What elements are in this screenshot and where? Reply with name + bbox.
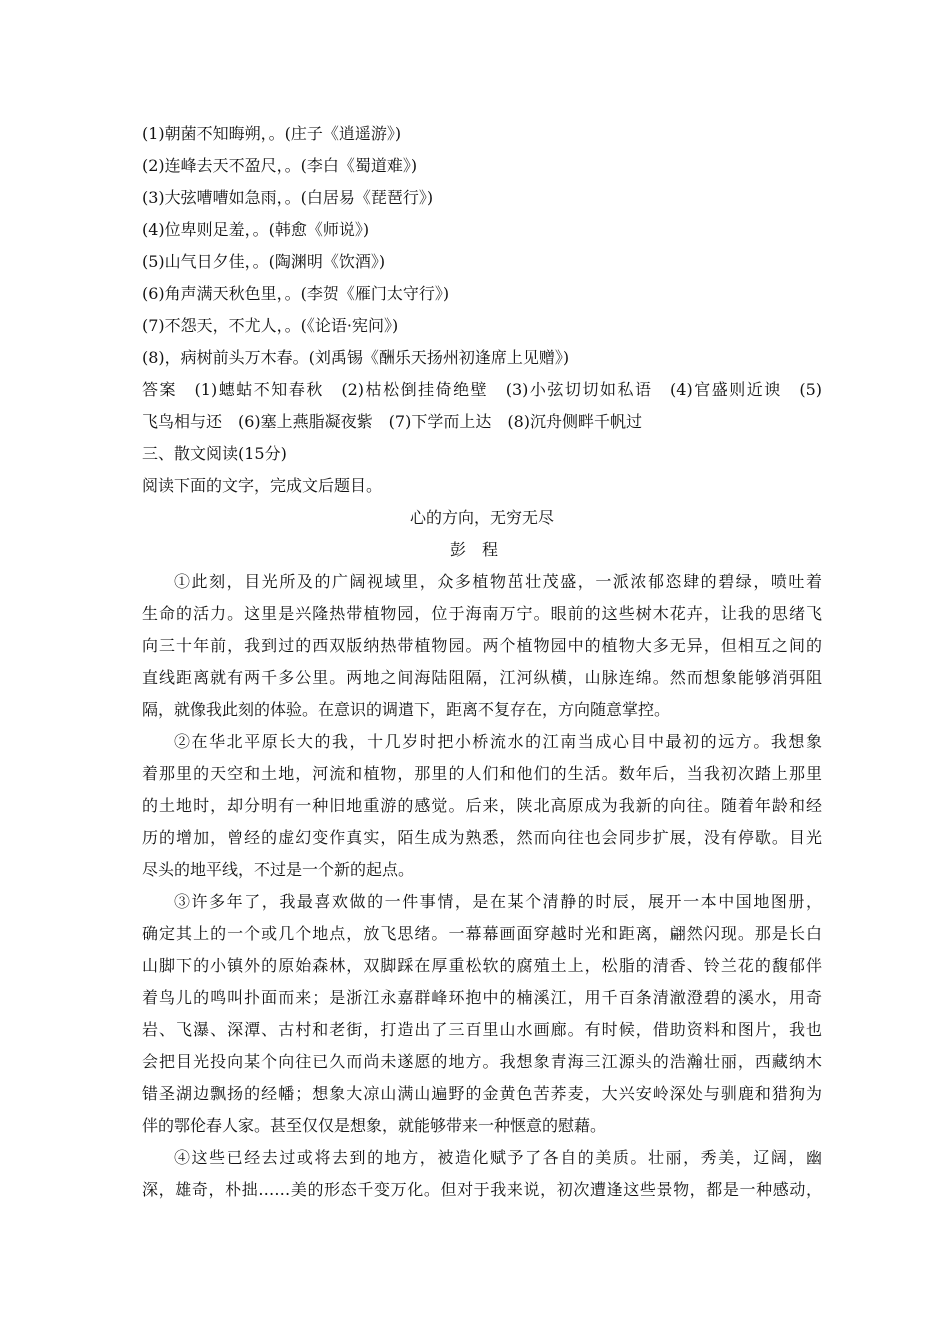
fill-blank-item: (3)大弦嘈嘈如急雨，。(白居易《琵琶行》) — [142, 188, 434, 207]
paragraph-line: ③许多年了，我最喜欢做的一件事情，是在某个清静的时辰，展开一本中国地图册， — [174, 892, 822, 911]
fill-blank-item: (1)朝菌不知晦朔，。(庄子《逍遥游》) — [142, 124, 402, 143]
answer-line: 答案 (1)蟪蛄不知春秋 (2)枯松倒挂倚绝壁 (3)小弦切切如私语 (4)官盛则近谀 (5) — [142, 380, 822, 399]
fill-blank-item: (5)山气日夕佳，。(陶渊明《饮酒》) — [142, 252, 386, 271]
article-author — [142, 534, 822, 566]
paragraph-line: 深，雄奇，朴拙……美的形态千变万化。但对于我来说，初次遭逢这些景物，都是一种感动， — [142, 1180, 822, 1199]
fill-blank-item: (4)位卑则足羞，。(韩愈《师说》) — [142, 220, 370, 239]
section-instruction: 阅读下面的文字，完成文后题目。 — [142, 476, 383, 495]
paragraph-line: 着鸟儿的鸣叫扑面而来；是浙江永嘉群峰环抱中的楠溪江，用千百条清澈澄碧的溪水，用奇 — [142, 988, 822, 1007]
paragraph-line: 伴的鄂伦春人家。甚至仅仅是想象，就能够带来一种惬意的慰藉。 — [142, 1116, 607, 1135]
document-content — [142, 118, 822, 1206]
paragraph-line: 着那里的天空和土地，河流和植物，那里的人们和他们的生活。数年后，当我初次踏上那里 — [142, 764, 822, 783]
paragraph-line: 历的增加，曾经的虚幻变作真实，陌生成为熟悉，然而向往也会同步扩展，没有停歇。目光 — [142, 828, 822, 847]
paragraph-line: ④这些已经去过或将去到的地方，被造化赋予了各自的美质。壮丽，秀美，辽阔，幽 — [174, 1148, 822, 1167]
article-paragraph-4 — [142, 1142, 822, 1206]
paragraph-line: 生命的活力。这里是兴隆热带植物园，位于海南万宁。眼前的这些树木花卉，让我的思绪飞 — [142, 604, 822, 623]
paragraph-line: 错圣湖边飘扬的经幡；想象大凉山满山遍野的金黄色苦荞麦，大兴安岭深处与驯鹿和猎狗为 — [142, 1084, 822, 1103]
paragraph-line: 向三十年前，我到过的西双版纳热带植物园。两个植物园中的植物大多无异，但相互之间的 — [142, 636, 822, 655]
author-name: 彭程 — [449, 540, 514, 559]
paragraph-line: 的土地时，却分明有一种旧地重游的感觉。后来，陕北高原成为我新的向往。随着年龄和经 — [142, 796, 822, 815]
paragraph-line: 尽头的地平线，不过是一个新的起点。 — [142, 860, 415, 879]
fill-blank-item: (2)连峰去天不盈尺，。(李白《蜀道难》) — [142, 156, 418, 175]
answer-line: 飞鸟相与还 (6)塞上燕脂凝夜紫 (7)下学而上达 (8)沉舟侧畔千帆过 — [142, 412, 642, 431]
paragraph-line: ②在华北平原长大的我，十几岁时把小桥流水的江南当成心目中最初的远方。我想象 — [174, 732, 822, 751]
answer-block — [142, 374, 822, 438]
article-title: 心的方向，无穷无尽 — [409, 508, 554, 527]
paragraph-line: 山脚下的小镇外的原始森林，双脚踩在厚重松软的腐殖土上，松脂的清香、铃兰花的馥郁伴 — [142, 956, 822, 975]
fill-blank-list — [142, 118, 822, 374]
paragraph-line: 会把目光投向某个向往已久而尚未遂愿的地方。我想象青海三江源头的浩瀚壮丽，西藏纳木 — [142, 1052, 822, 1071]
fill-blank-item: (6)角声满天秋色里，。(李贺《雁门太守行》) — [142, 284, 450, 303]
paragraph-line: 隔，就像我此刻的体验。在意识的调遣下，距离不复存在，方向随意掌控。 — [142, 700, 671, 719]
fill-blank-item: (7)不怨天，不尤人，。(《论语·宪问》) — [142, 316, 399, 335]
section-heading: 三、散文阅读(15分) — [142, 444, 287, 463]
article-paragraph-2 — [142, 726, 822, 886]
article-paragraph-3 — [142, 886, 822, 1142]
paragraph-line: 确定其上的一个或几个地点，放飞思绪。一幕幕画面穿越时光和距离，翩然闪现。那是长白 — [142, 924, 822, 943]
paragraph-line: 直线距离就有两千多公里。两地之间海陆阻隔，江河纵横，山脉连绵。然而想象能够消弭阻 — [142, 668, 822, 687]
paragraph-line: ①此刻，目光所及的广阔视域里，众多植物茁壮茂盛，一派浓郁恣肆的碧绿，喷吐着 — [174, 572, 822, 591]
paragraph-line: 岩、飞瀑、深潭、古村和老街，打造出了三百里山水画廊。有时候，借助资料和图片，我也 — [142, 1020, 822, 1039]
fill-blank-item: (8)，病树前头万木春。(刘禹锡《酬乐天扬州初逢席上见赠》) — [142, 348, 570, 367]
article-paragraph-1 — [142, 566, 822, 726]
